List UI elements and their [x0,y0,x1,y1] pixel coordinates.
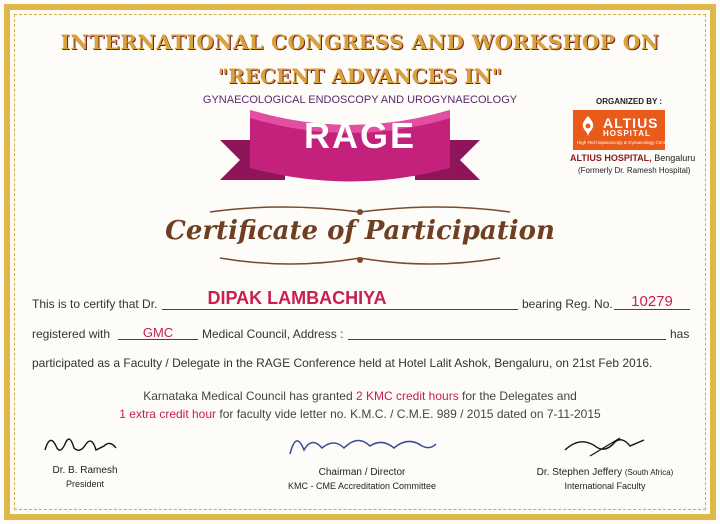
credits-text-2b: for faculty vide letter no. K.M.C. / C.M.E. 989 / 2015 dated on [219,407,544,421]
participation-text: participated as a Faculty / Delegate in the RAGE Conference held at Hotel Lalit Ashok, Bengaluru, on 21st Feb 2016. [32,356,653,370]
organizer-hospital: ALTIUS HOSPITAL, [570,153,652,163]
signatory-3-country: (South Africa) [624,468,674,477]
signatory-2-name: Chairman / Director [318,467,406,478]
header-line-2: "RECENT ADVANCES IN" [217,64,503,88]
has-label: has [670,327,690,341]
signatory-3-title: International Faculty [564,481,646,491]
signatory-3-name-text: Dr. Stephen Jeffery [536,467,623,478]
signatory-2-title: KMC - CME Accreditation Committee [287,481,437,491]
organizer-city: Bengaluru [654,153,696,163]
registered-with-label: registered with [32,327,111,341]
signature-jeffery [560,432,650,462]
credits-date: 7-11-2015 [546,407,601,421]
credits-highlight-2: 1 extra credit hour [119,407,217,421]
credits-text-1b: for the Delegates and [462,389,577,403]
signatory-3-name [520,467,690,478]
council-name: GMC [142,325,174,340]
logo-name: ALTIUS [603,115,659,131]
signatory-1-name: Dr. B. Ramesh [52,465,118,476]
credits-highlight-1: 2 KMC credit hours [356,389,459,403]
council-suffix: Medical Council, Address : [202,327,344,341]
certificate-title: Certificate of Participation [165,216,555,246]
credits-line-2 [0,407,720,421]
logo-subtitle: HOSPITAL [603,129,651,138]
organized-by-label: ORGANIZED BY : [596,97,663,106]
reg-number: 10279 [631,293,673,310]
name-underline [162,309,518,310]
header-line-3: GYNAECOLOGICAL ENDOSCOPY AND UROGYNAECOLOGY [202,94,518,106]
header-line-1: INTERNATIONAL CONGRESS AND WORKSHOP ON [60,30,660,54]
credits-line-1 [0,389,720,403]
certify-prefix: This is to certify that Dr. [32,297,158,311]
logo-tagline: High Tech laparoscopy & Gynaecology Center [577,140,669,145]
organizer-former-name: (Formerly Dr. Ramesh Hospital) [578,166,691,175]
participant-name: DIPAK LAMBACHIYA [207,288,387,308]
reg-label: bearing Reg. No. [522,297,613,311]
signature-ramesh [40,428,130,462]
credits-text-1a: Karnataka Medical Council has granted [143,389,353,403]
rage-banner-text: RAGE [303,115,416,156]
signatory-1-title: President [65,479,105,489]
address-underline [348,339,666,340]
signature-chairman [282,426,442,462]
